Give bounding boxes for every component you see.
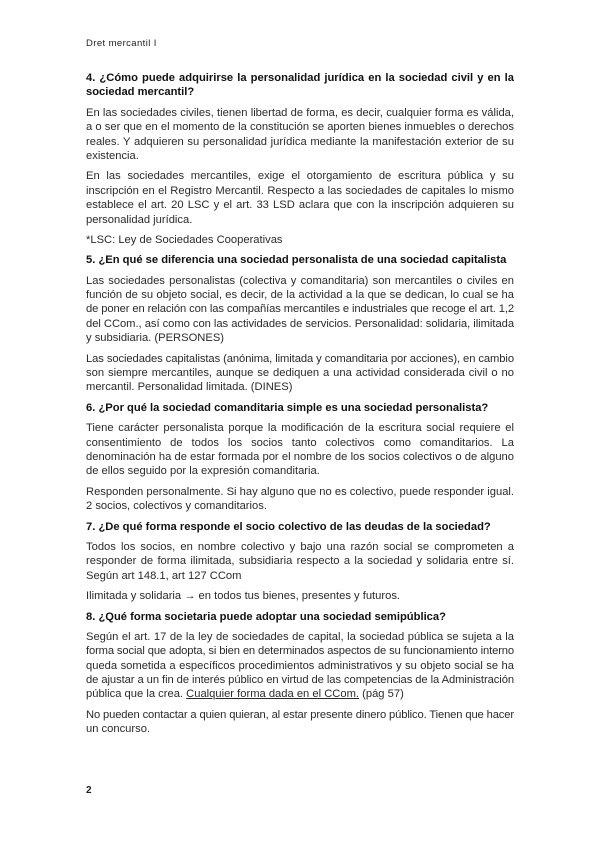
paragraph [86,169,514,227]
text-line [86,687,514,701]
paragraph [86,708,514,737]
text-line: 8. ¿Qué forma societaria puede adoptar una sociedad semipública? [86,610,446,623]
text-line: reales. Y adquieren su personalidad jurídica mediante la manifestación exterior de su [86,135,514,148]
paragraph [86,274,514,346]
text-line: Tiene carácter personalista porque la modificación de la escritura social requiere el [86,422,514,435]
text-line: Las sociedades capitalistas (anónima, limitada y comanditaria por acciones), en cambio [86,352,514,365]
text-line: a o ser que en el momento de la constitución se aporten bienes inmuebles o derechos [86,121,514,134]
paragraph [86,106,514,164]
page-number: 2 [86,785,92,796]
running-header: Dret mercantil I [86,38,157,49]
text-line: son siempre mercantiles, aunque se dediquen a una actividad considerada civil o no [86,367,514,380]
question-heading [86,610,514,624]
text-line: 2 socios, colectivos y comanditarios. [86,500,267,513]
text-line: consentimiento de todos los socios tanto colectivos como comanditarios. La [86,436,514,449]
text-line: *LSC: Ley de Sociedades Cooperativas [86,233,283,246]
paragraph [86,589,514,603]
text-line: Ilimitada y solidaria → en todos tus bienes, presentes y futuros. [86,590,401,603]
text-line: de poner en relación con las compañías mercantiles e industriales que recoge el art. 1,2 [86,303,515,316]
text-line: 7. ¿De qué forma responde el socio colectivo de las deudas de la sociedad? [86,520,491,533]
paragraph [86,540,514,583]
text-line: Las sociedades personalistas (colectiva y comanditaria) son mercantiles o civiles en [86,274,514,287]
text-line: queda sometida a específicos procedimientos administrativos y su objeto social se ha [86,659,515,672]
text-segment: pública que la crea. [86,688,187,701]
underlined-reference: Cualquier forma dada en el CCom. [186,688,360,701]
text-line: Todos los socios, en nombre colectivo y bajo una razón social se comprometen a [86,540,515,553]
text-segment: (pág 57) [359,688,404,701]
document-body [86,71,514,743]
text-line: No pueden contactar a quien quieran, al estar presente dinero público. Tienen que hacer [86,708,514,721]
text-line: de ellos seguido por la expresión comanditaria. [86,465,320,478]
text-line: forma social que adopta, si bien en determinados aspectos de su funcionamiento interno [86,645,514,658]
text-line: 6. ¿Por qué la sociedad comanditaria simple es una sociedad personalista? [86,401,489,414]
text-line: y subsidiaria. (PERSONES) [86,332,225,345]
paragraph [86,421,514,479]
text-line: un concurso. [86,723,151,736]
text-line: inscripción en el Registro Mercantil. Respecto a las sociedades de capitales lo mismo [86,184,514,197]
text-line: función de su objeto social, es decir, de la actividad a la que se dedican, lo cual se ha [86,289,514,302]
text-line: Responden personalmente. Si hay alguno que no es colectivo, puede responder igual. [86,485,515,498]
paragraph [86,233,514,247]
question-heading [86,401,514,415]
text-line: de ajustar a un fin de interés público en virtud de las competencias de la Administración [86,674,515,687]
paragraph [86,630,514,702]
paragraph [86,485,514,514]
text-line: denominación ha de estar formada por el nombre de los socios colectivos o de alguno [86,450,514,463]
text-line: responder de forma ilimitada, subsidiaria respecto a la sociedad y solidaria entre sí. [86,555,514,568]
question-heading [86,71,514,100]
text-line: Según art 148.1, art 127 CCom [86,569,242,582]
question-heading [86,520,514,534]
text-line: existencia. [86,149,139,162]
text-line: sociedad mercantil? [86,86,195,99]
text-line: Según el art. 17 de la ley de sociedades de capital, la sociedad pública se sujeta a la [86,630,514,643]
text-line: En las sociedades mercantiles, exige el otorgamiento de escritura pública y su [86,170,514,183]
text-line: 5. ¿En qué se diferencia una sociedad personalista de una sociedad capitalista [86,254,507,267]
text-line: personalidad jurídica. [86,213,193,226]
text-line: En las sociedades civiles, tienen libertad de forma, es decir, cualquier forma es válida, [86,106,514,119]
text-line: mercantil. Personalidad limitada. (DINES) [86,381,293,394]
paragraph [86,352,514,395]
text-line: establece el art. 20 LSC y el art. 33 LSD aclara que con la inscripción adquieren su [86,199,515,212]
question-heading [86,253,514,267]
text-line: del CCom., así como con las actividades de servicios. Personalidad: solidaria, ilimitada [86,317,515,330]
text-line: 4. ¿Cómo puede adquirirse la personalidad jurídica en la sociedad civil y en la [86,72,514,84]
